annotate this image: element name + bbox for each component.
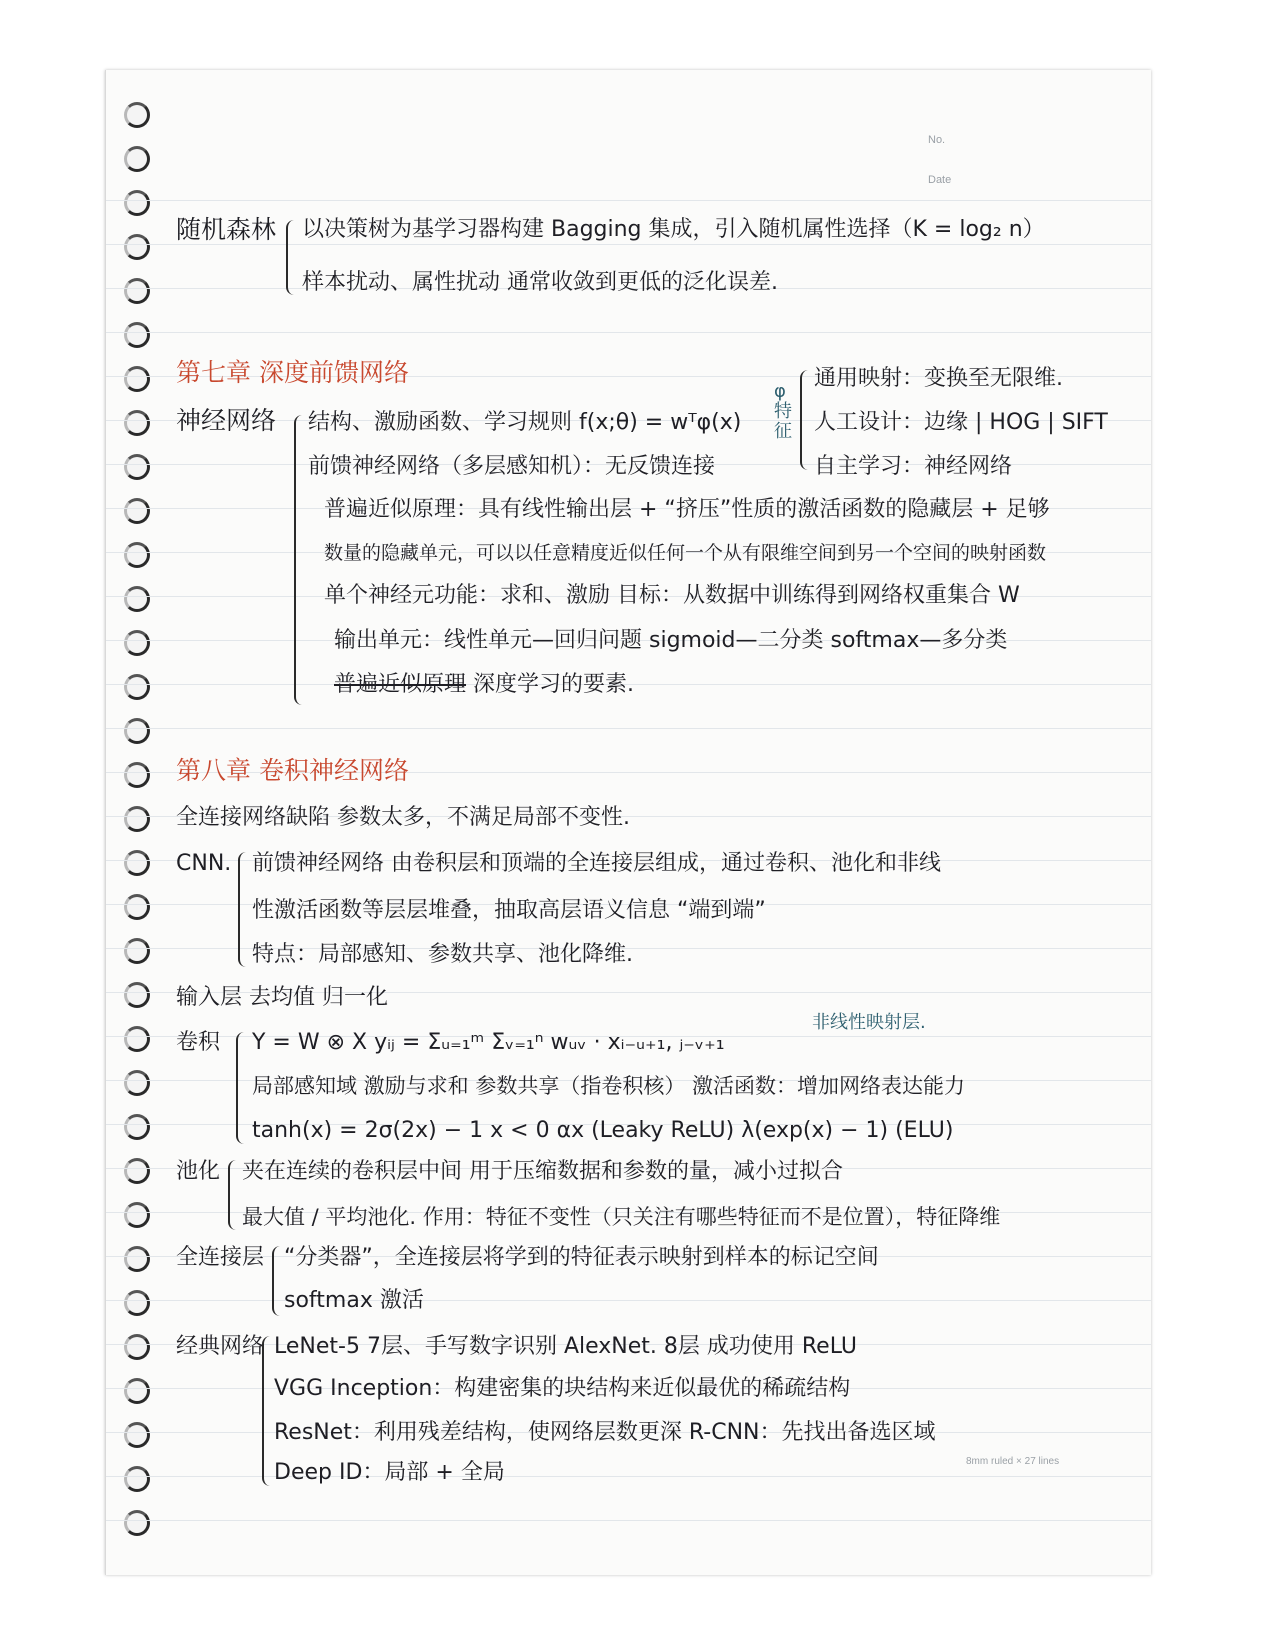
classic-line3: ResNet：利用残差结构，使网络层数更深 R-CNN：先找出备选区域 [274, 1420, 936, 1445]
binding-hole [124, 454, 150, 480]
conv-line1: Y = W ⊗ X yᵢⱼ = Σᵤ₌₁ᵐ Σᵥ₌₁ⁿ wᵤᵥ · xᵢ₋ᵤ₊₁, ⱼ₋ᵥ₊₁ [252, 1030, 725, 1055]
ruled-line [106, 200, 1151, 201]
phi-item-1: 通用映射：变换至无限维. [814, 366, 1063, 391]
ch7-line6: 输出单元：线性单元—回归问题 sigmoid—二分类 softmax—多分类 [334, 628, 1008, 653]
brace [800, 370, 812, 470]
binding-hole [124, 938, 150, 964]
binding-hole [124, 806, 150, 832]
ch7-line7 [334, 670, 634, 700]
cnn-line2: 性激活函数等层层堆叠，抽取高层语义信息 “端到端” [252, 898, 766, 923]
ruled-line [106, 1300, 1151, 1301]
ruled-line [106, 332, 1151, 333]
binding-hole [124, 1422, 150, 1448]
binding-hole [124, 1070, 150, 1096]
binding-hole [124, 542, 150, 568]
binding-hole [124, 1290, 150, 1316]
ch7-line4: 数量的隐藏单元，可以以任意精度近似任何一个从有限维空间到另一个空间的映射函数 [324, 542, 1047, 564]
pool-line2: 最大值 / 平均池化. 作用：特征不变性（只关注有哪些特征而不是位置），特征降维 [242, 1205, 1001, 1229]
ruled-line [106, 1520, 1151, 1521]
phi-item-3: 自主学习：神经网络 [814, 454, 1013, 479]
notebook-page [105, 70, 1151, 1575]
brace [286, 220, 298, 295]
fc-drawback: 全连接网络缺陷 参数太多，不满足局部不变性. [176, 805, 630, 830]
binding-hole [124, 102, 150, 128]
deep-learning-elements: 深度学习的要素. [473, 672, 635, 697]
binding-hole [124, 718, 150, 744]
random-forest-heading: 随机森林 [176, 215, 277, 244]
input-layer: 输入层 去均值 归一化 [176, 985, 388, 1010]
spiral-binding [116, 90, 156, 1570]
ch7-line1: 结构、激励函数、学习规则 f(x;θ) = wᵀφ(x) [308, 410, 742, 435]
fc-label: 全连接层 [176, 1245, 265, 1270]
brace [262, 1336, 274, 1486]
chapter8-title: 第八章 卷积神经网络 [176, 756, 409, 785]
ruled-line [106, 728, 1151, 729]
ruling-info: 8mm ruled × 27 lines [966, 1456, 1060, 1467]
conv-line3: tanh(x) = 2σ(2x) − 1 x < 0 αx (Leaky ReLU) λ(exp(x) − 1) (ELU) [252, 1118, 954, 1143]
struck-text: 普遍近似原理 [334, 672, 467, 697]
fc-line2: softmax 激活 [284, 1288, 424, 1313]
nn-label: 神经网络 [176, 406, 277, 435]
no-label: No. [928, 134, 946, 146]
cnn-line3: 特点：局部感知、参数共享、池化降维. [252, 942, 633, 967]
pool-label: 池化 [176, 1159, 221, 1184]
chapter7-title: 第七章 深度前馈网络 [176, 358, 409, 387]
cnn-label: CNN. [176, 851, 232, 876]
brace [272, 1246, 284, 1316]
binding-hole [124, 234, 150, 260]
binding-hole [124, 146, 150, 172]
cnn-line1: 前馈神经网络 由卷积层和顶端的全连接层组成，通过卷积、池化和非线 [252, 851, 941, 876]
date-label: Date [928, 174, 952, 186]
binding-hole [124, 762, 150, 788]
binding-hole [124, 322, 150, 348]
binding-hole [124, 1378, 150, 1404]
ch7-line2: 前馈神经网络（多层感知机）：无反馈连接 [308, 454, 716, 479]
random-forest-line1: 以决策树为基学习器构建 Bagging 集成，引入随机属性选择（K = log₂ n） [302, 217, 1045, 242]
conv-line2: 局部感知域 激励与求和 参数共享（指卷积核） 激活函数：增加网络表达能力 [252, 1074, 966, 1098]
binding-hole [124, 366, 150, 392]
binding-hole [124, 1510, 150, 1536]
binding-hole [124, 982, 150, 1008]
binding-hole [124, 1202, 150, 1228]
classic-line4: Deep ID：局部 + 全局 [274, 1460, 505, 1485]
pool-line1: 夹在连续的卷积层中间 用于压缩数据和参数的量，减小过拟合 [242, 1159, 843, 1184]
classic-line2: VGG Inception：构建密集的块结构来近似最优的稀疏结构 [274, 1376, 851, 1401]
ch7-line3: 普遍近似原理：具有线性输出层 + “挤压”性质的激活函数的隐藏层 + 足够 [324, 497, 1050, 522]
binding-hole [124, 1026, 150, 1052]
classic-line1: LeNet-5 7层、手写数字识别 AlexNet. 8层 成功使用 ReLU [274, 1334, 857, 1359]
binding-hole [124, 850, 150, 876]
binding-hole [124, 190, 150, 216]
brace [294, 415, 306, 705]
brace [228, 1160, 240, 1230]
ch7-line5: 单个神经元功能：求和、激励 目标：从数据中训练得到网络权重集合 W [324, 583, 1020, 608]
binding-hole [124, 630, 150, 656]
conv-note: 非线性映射层. [812, 1012, 926, 1033]
binding-hole [124, 498, 150, 524]
brace [236, 1032, 248, 1144]
binding-hole [124, 1114, 150, 1140]
binding-hole [124, 1334, 150, 1360]
phi-side-note: φ 特征 [774, 381, 792, 442]
binding-hole [124, 586, 150, 612]
phi-item-2: 人工设计：边缘 | HOG | SIFT [814, 410, 1108, 435]
brace [238, 852, 250, 967]
binding-hole [124, 894, 150, 920]
binding-hole [124, 410, 150, 436]
fc-line1: “分类器”，全连接层将学到的特征表示映射到样本的标记空间 [284, 1245, 879, 1270]
binding-hole [124, 278, 150, 304]
conv-label: 卷积 [176, 1030, 221, 1055]
binding-hole [124, 1158, 150, 1184]
random-forest-line2: 样本扰动、属性扰动 通常收敛到更低的泛化误差. [302, 270, 778, 295]
binding-hole [124, 1466, 150, 1492]
binding-hole [124, 674, 150, 700]
classic-label: 经典网络 [176, 1334, 265, 1359]
binding-hole [124, 1246, 150, 1272]
